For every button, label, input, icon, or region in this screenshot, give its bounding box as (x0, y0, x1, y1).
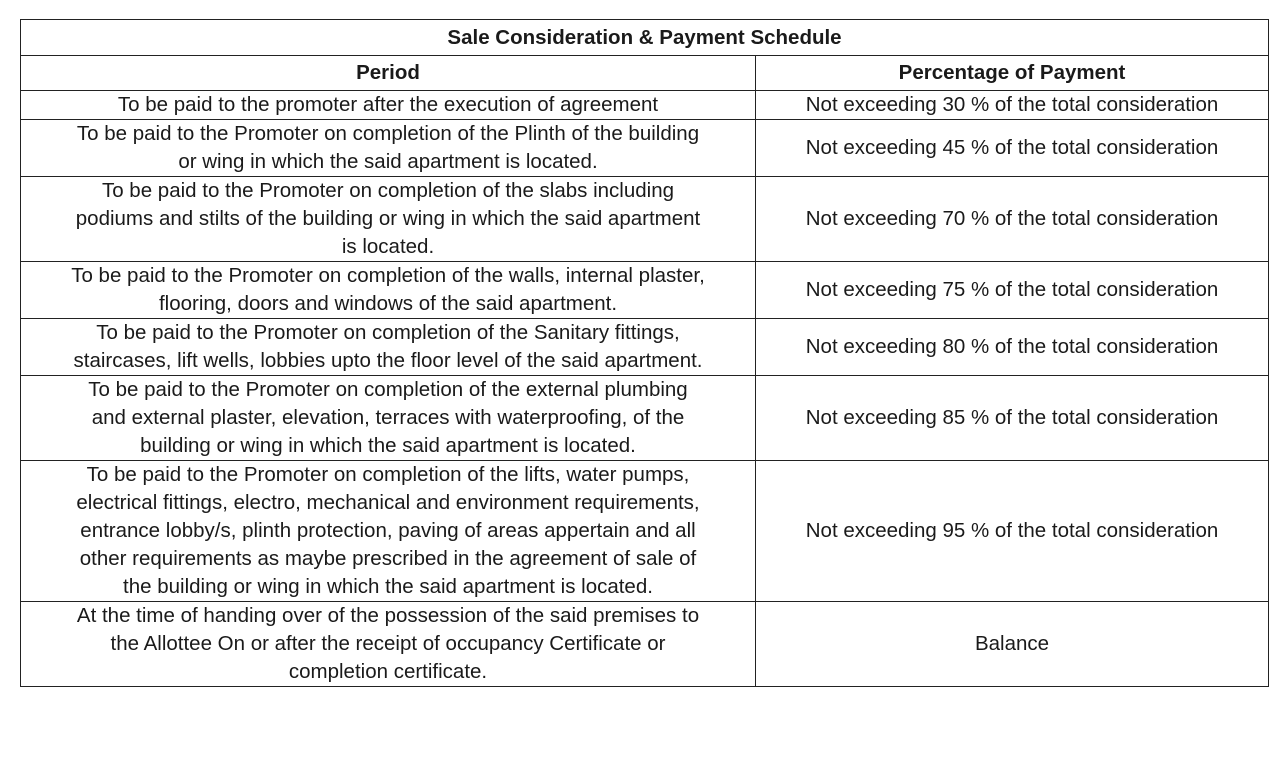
period-text-line: entrance lobby/s, plinth protection, paving of areas appertain and all (80, 519, 696, 542)
table-row (21, 120, 1269, 177)
period-cell (21, 461, 756, 602)
column-header-percentage: Percentage of Payment (756, 56, 1269, 91)
payment-cell: Not exceeding 80 % of the total consideration (756, 319, 1269, 376)
table-title: Sale Consideration & Payment Schedule (21, 20, 1269, 56)
table-row (21, 262, 1269, 319)
payment-cell: Not exceeding 30 % of the total consideration (756, 91, 1269, 120)
table-row (21, 376, 1269, 461)
period-text-line: To be paid to the Promoter on completion of the slabs including (101, 179, 675, 202)
table-header-row (21, 56, 1269, 91)
period-text-line: To be paid to the Promoter on completion of the lifts, water pumps, (86, 463, 690, 486)
period-text-line: or wing in which the said apartment is located. (178, 150, 598, 173)
period-text-line: To be paid to the Promoter on completion of the external plumbing (88, 378, 688, 401)
period-text-line: staircases, lift wells, lobbies upto the floor level of the said apartment. (73, 349, 703, 372)
period-text-line: completion certificate. (288, 660, 488, 683)
period-text-line: is located. (341, 235, 435, 258)
period-cell (21, 177, 756, 262)
period-text-line: At the time of handing over of the possession of the said premises to (76, 604, 700, 627)
period-text-line: building or wing in which the said apartment is located. (140, 434, 636, 457)
table-row (21, 602, 1269, 687)
period-text-line: the building or wing in which the said apartment is located. (123, 575, 653, 598)
table-title-row (21, 20, 1269, 56)
period-text-line: podiums and stilts of the building or wing in which the said apartment (75, 207, 701, 230)
table-row (21, 177, 1269, 262)
period-cell (21, 91, 756, 120)
period-text-line: To be paid to the promoter after the execution of agreement (117, 93, 659, 116)
period-text-line: and external plaster, elevation, terraces with waterproofing, of the (91, 406, 685, 429)
table-row (21, 461, 1269, 602)
period-cell (21, 602, 756, 687)
payment-cell: Not exceeding 75 % of the total consideration (756, 262, 1269, 319)
period-cell (21, 319, 756, 376)
payment-cell: Balance (756, 602, 1269, 687)
period-text-line: flooring, doors and windows of the said apartment. (158, 292, 618, 315)
period-cell (21, 120, 756, 177)
payment-cell: Not exceeding 95 % of the total consideration (756, 461, 1269, 602)
column-header-period: Period (21, 56, 756, 91)
period-text-line: To be paid to the Promoter on completion of the walls, internal plaster, (71, 264, 705, 287)
period-text-line: To be paid to the Promoter on completion of the Sanitary fittings, (96, 321, 680, 344)
period-text-line: the Allottee On or after the receipt of occupancy Certificate or (110, 632, 666, 655)
payment-schedule-table (20, 19, 1269, 687)
period-cell (21, 376, 756, 461)
payment-cell: Not exceeding 85 % of the total consideration (756, 376, 1269, 461)
period-cell (21, 262, 756, 319)
period-text-line: electrical fittings, electro, mechanical and environment requirements, (76, 491, 700, 514)
payment-cell: Not exceeding 70 % of the total consideration (756, 177, 1269, 262)
period-text-line: other requirements as maybe prescribed in the agreement of sale of (79, 547, 697, 570)
period-text-line: To be paid to the Promoter on completion of the Plinth of the building (76, 122, 700, 145)
table-row (21, 319, 1269, 376)
table-row (21, 91, 1269, 120)
payment-cell: Not exceeding 45 % of the total consideration (756, 120, 1269, 177)
